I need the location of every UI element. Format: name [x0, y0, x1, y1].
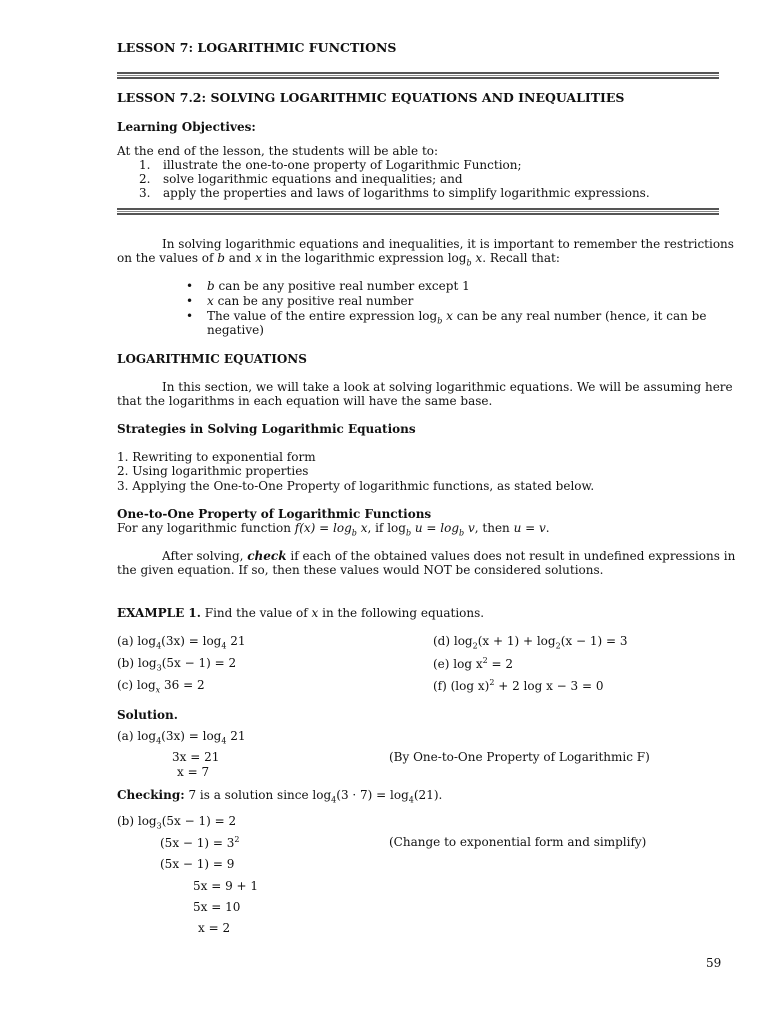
- solution-a-equation: (a) $\log_4(3x) = \log_4 21$: [117, 729, 246, 746]
- check-para-line-1: After solving, check if each of the obtained values does not result in undefined expressions in: [162, 549, 736, 563]
- lesson-title: LESSON 7: LOGARITHMIC FUNCTIONS: [117, 40, 397, 55]
- objective-item: illustrate the one-to-one property of Logarithmic Function;: [163, 158, 522, 172]
- strategy-item: 2. Using logarithmic properties: [117, 464, 309, 478]
- example-item-e: (e) $\log x^2 = 2$: [433, 656, 514, 671]
- solution-b-step-3: 5x = 9 + 1: [193, 879, 259, 893]
- header-rule: [117, 72, 719, 79]
- example-item-c: (c) $\log_x 36 = 2$: [117, 678, 205, 695]
- objectives-intro: At the end of the lesson, the students will be able to:: [117, 144, 439, 158]
- intro-line-2: on the values of b and x in the logarithmic expression $\log_b x$. Recall that:: [117, 251, 560, 268]
- objective-item: solve logarithmic equations and inequalities; and: [163, 172, 463, 186]
- section-title: LESSON 7.2: SOLVING LOGARITHMIC EQUATIONS AND INEQUALITIES: [117, 90, 625, 105]
- recall-item: The value of the entire expression $\log_b x$ can be any real number (hence, it can be: [207, 309, 707, 326]
- solution-b-step-1: $(5x - 1) = 3^2$: [160, 835, 240, 850]
- objective-num: 2.: [139, 172, 151, 186]
- solution-heading: Solution.: [117, 708, 178, 722]
- solution-a-note: (By One-to-One Property of Logarithmic F): [389, 750, 650, 764]
- objective-item: apply the properties and laws of logarithms to simplify logarithmic expressions.: [163, 186, 650, 200]
- log-eq-para-line-2: that the logarithms in each equation will have the same base.: [117, 394, 493, 408]
- objective-num: 3.: [139, 186, 151, 200]
- page-number: 59: [706, 956, 722, 970]
- bullet-icon: •: [186, 279, 194, 293]
- solution-a-step-2: x = 7: [177, 765, 210, 779]
- log-eq-para-line-1: In this section, we will take a look at solving logarithmic equations. We will be assuming here: [162, 380, 733, 394]
- bullet-icon: •: [186, 294, 194, 308]
- solution-a-step-1: 3x = 21: [172, 750, 220, 764]
- checking-line: Checking: 7 is a solution since $\log_4(3 \cdot 7) = \log_4(21)$.: [117, 788, 443, 805]
- strategies-heading: Strategies in Solving Logarithmic Equations: [117, 422, 416, 436]
- example-item-f: (f) (log x)$^2$ + 2 log x − 3 = 0: [433, 678, 604, 693]
- recall-item: b can be any positive real number except 1: [207, 279, 470, 293]
- recall-item-continued: negative): [207, 323, 264, 337]
- solution-b-step-4: 5x = 10: [193, 900, 241, 914]
- example-item-a: (a) $\log_4(3x) = \log_4 21$: [117, 634, 246, 651]
- solution-b-step-5: x = 2: [198, 921, 231, 935]
- solution-b-note: (Change to exponential form and simplify): [389, 835, 647, 849]
- example-item-b: (b) $\log_3(5x - 1) = 2$: [117, 656, 237, 673]
- objectives-heading: Learning Objectives:: [117, 120, 256, 134]
- example-prompt: EXAMPLE 1. Find the value of x in the following equations.: [117, 606, 485, 620]
- strategy-item: 3. Applying the One-to-One Property of logarithmic functions, as stated below.: [117, 479, 595, 493]
- objective-num: 1.: [139, 158, 151, 172]
- recall-item: x can be any positive real number: [207, 294, 414, 308]
- solution-b-step-2: (5x − 1) = 9: [160, 857, 235, 871]
- solution-b-equation: (b) $\log_3(5x - 1) = 2$: [117, 814, 237, 831]
- intro-line-1: In solving logarithmic equations and inequalities, it is important to remember the restrictions: [162, 237, 734, 251]
- bullet-icon: •: [186, 309, 194, 323]
- one-to-one-heading: One-to-One Property of Logarithmic Functions: [117, 507, 432, 521]
- one-to-one-statement: For any logarithmic function $f(x) = \log_b x$, if $\log_b u = \log_b v$, then u = v.: [117, 521, 550, 538]
- objectives-rule: [117, 208, 719, 215]
- example-item-d: (d) $\log_2(x + 1) + \log_2(x - 1) = 3$: [433, 634, 628, 651]
- log-eq-heading: LOGARITHMIC EQUATIONS: [117, 352, 307, 366]
- strategy-item: 1. Rewriting to exponential form: [117, 450, 316, 464]
- check-para-line-2: the given equation. If so, then these values would NOT be considered solutions.: [117, 563, 604, 577]
